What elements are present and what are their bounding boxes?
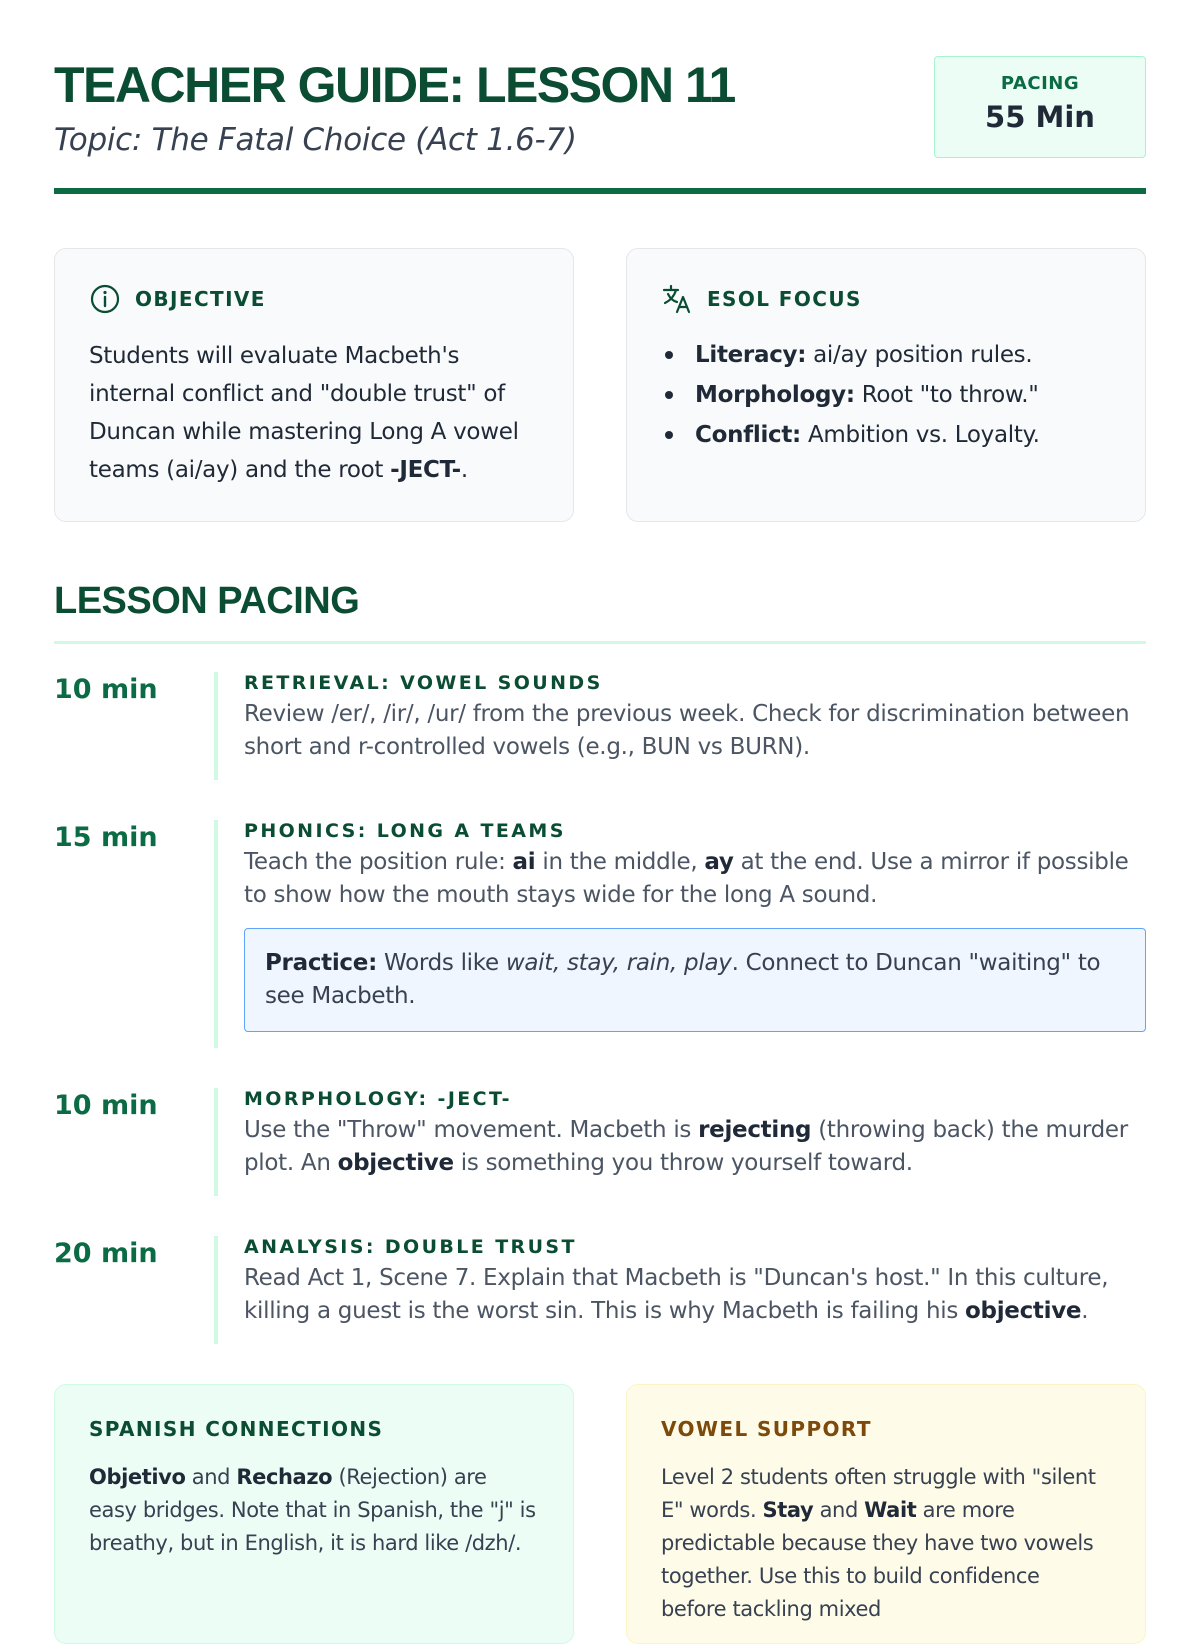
spanish-word: Objetivo xyxy=(89,1465,186,1489)
spanish-word: Rechazo xyxy=(236,1465,333,1489)
page-subtitle: Topic: The Fatal Choice (Act 1.6-7) xyxy=(54,122,577,158)
esol-item-conflict xyxy=(661,415,1111,455)
timeline-step-retrieval xyxy=(54,672,1146,780)
objective-text xyxy=(89,337,539,489)
step-text-bold: ay xyxy=(704,849,734,875)
step-body xyxy=(214,1236,1146,1344)
esol-item-label: Morphology: xyxy=(695,382,855,408)
timeline-step-morphology xyxy=(54,1088,1146,1196)
esol-item-text: Ambition vs. Loyalty. xyxy=(800,422,1040,448)
step-text xyxy=(244,1114,1146,1180)
esol-item-morphology xyxy=(661,375,1111,415)
translate-icon xyxy=(661,283,693,315)
pacing-label: PACING xyxy=(1000,73,1080,94)
step-title: ANALYSIS: DOUBLE TRUST xyxy=(244,1236,577,1258)
practice-words: wait, stay, rain, play xyxy=(505,950,732,976)
esol-title: ESOL FOCUS xyxy=(707,287,862,311)
esol-item-literacy xyxy=(661,335,1111,375)
step-time: 15 min xyxy=(54,822,158,853)
vowel-word: Stay xyxy=(762,1498,814,1522)
step-text-part: Teach the position rule: xyxy=(244,849,513,875)
objective-text-plain: Students will evaluate Macbeth's internal conflict and "double trust" of Duncan while mastering Long A vowel teams (ai/ay) and the root xyxy=(89,343,519,483)
objective-text-end: . xyxy=(460,457,468,483)
step-time: 20 min xyxy=(54,1238,158,1269)
spanish-text-part: (Rejection) are easy bridges. Note that in Spanish, the "j" is breathy, but in English, it is hard like /dzh/. xyxy=(89,1465,536,1555)
vowel-text-part: and xyxy=(813,1498,865,1522)
timeline-step-analysis xyxy=(54,1236,1146,1344)
vowel-support-card xyxy=(626,1384,1146,1644)
step-text-bold: objective xyxy=(337,1150,454,1176)
step-text-part: is something you throw yourself toward. xyxy=(453,1150,913,1176)
spanish-connections-title: SPANISH CONNECTIONS xyxy=(89,1417,384,1441)
step-time: 10 min xyxy=(54,674,158,705)
step-text-part: (throwing back) the murder plot. An xyxy=(244,1117,1128,1176)
pacing-value: 55 Min xyxy=(985,100,1095,134)
spanish-connections-card xyxy=(54,1384,574,1644)
practice-text: Words like xyxy=(376,950,506,976)
step-text-part: Read Act 1, Scene 7. Explain that Macbeth is "Duncan's host." In this culture, killing a guest is the worst sin. This is why Macbeth is failing his xyxy=(244,1265,1109,1324)
esol-list xyxy=(661,335,1111,455)
timeline-step-phonics xyxy=(54,820,1146,1048)
step-text: Review /er/, /ir/, /ur/ from the previous week. Check for discrimination between short and r-controlled vowels (e.g., BUN vs BURN). xyxy=(244,701,1130,760)
vowel-support-title: VOWEL SUPPORT xyxy=(661,1417,872,1441)
info-icon xyxy=(89,283,121,315)
vowel-text-part: Level 2 students often struggle with "silent E" words. xyxy=(661,1465,1096,1522)
lesson-timeline xyxy=(54,672,1146,1344)
step-text-bold: ai xyxy=(512,849,536,875)
step-body xyxy=(214,672,1146,780)
step-time: 10 min xyxy=(54,1090,158,1121)
practice-text: . Connect to Duncan "waiting" to see Macbeth. xyxy=(265,950,1101,1009)
support-cards xyxy=(54,1384,1146,1644)
step-text xyxy=(244,846,1146,912)
step-body xyxy=(214,820,1146,1048)
vowel-support-text xyxy=(661,1461,1111,1626)
spanish-text-part: and xyxy=(185,1465,237,1489)
esol-item-label: Conflict: xyxy=(695,422,801,448)
step-text-part: Use the "Throw" movement. Macbeth is xyxy=(244,1117,699,1143)
step-text-part: at the end. Use a mirror if possible to show how the mouth stays wide for the long A sound. xyxy=(244,849,1129,908)
step-text-bold: objective xyxy=(965,1298,1082,1324)
step-text-part: . xyxy=(1081,1298,1089,1324)
pacing-badge xyxy=(934,56,1146,158)
esol-item-label: Literacy: xyxy=(695,342,807,368)
objective-header xyxy=(89,283,539,315)
page-title: TEACHER GUIDE: LESSON 11 xyxy=(54,57,735,113)
practice-label: Practice: xyxy=(265,950,377,976)
esol-item-text: ai/ay position rules. xyxy=(806,342,1033,368)
objective-card xyxy=(54,248,574,522)
step-body xyxy=(214,1088,1146,1196)
step-text-bold: rejecting xyxy=(698,1117,812,1143)
step-title: MORPHOLOGY: -JECT- xyxy=(244,1088,512,1110)
step-text xyxy=(244,1262,1146,1328)
esol-header xyxy=(661,283,1111,315)
objective-title: OBJECTIVE xyxy=(135,287,266,311)
vowel-word: Wait xyxy=(864,1498,917,1522)
esol-item-text: Root "to throw." xyxy=(854,382,1039,408)
vowel-text-part: are more predictable because they have two vowels together. Use this to build confidence before tackling mixed xyxy=(661,1498,1094,1621)
step-text-part: in the middle, xyxy=(535,849,705,875)
lesson-pacing-title: LESSON PACING xyxy=(54,580,1146,644)
esol-card xyxy=(626,248,1146,522)
step-title: RETRIEVAL: VOWEL SOUNDS xyxy=(244,672,603,694)
page-header xyxy=(54,0,1146,194)
step-title: PHONICS: LONG A TEAMS xyxy=(244,820,566,842)
practice-callout xyxy=(244,928,1146,1032)
summary-cards xyxy=(54,248,1146,522)
objective-root: -JECT- xyxy=(390,457,461,483)
spanish-connections-text xyxy=(89,1461,539,1560)
